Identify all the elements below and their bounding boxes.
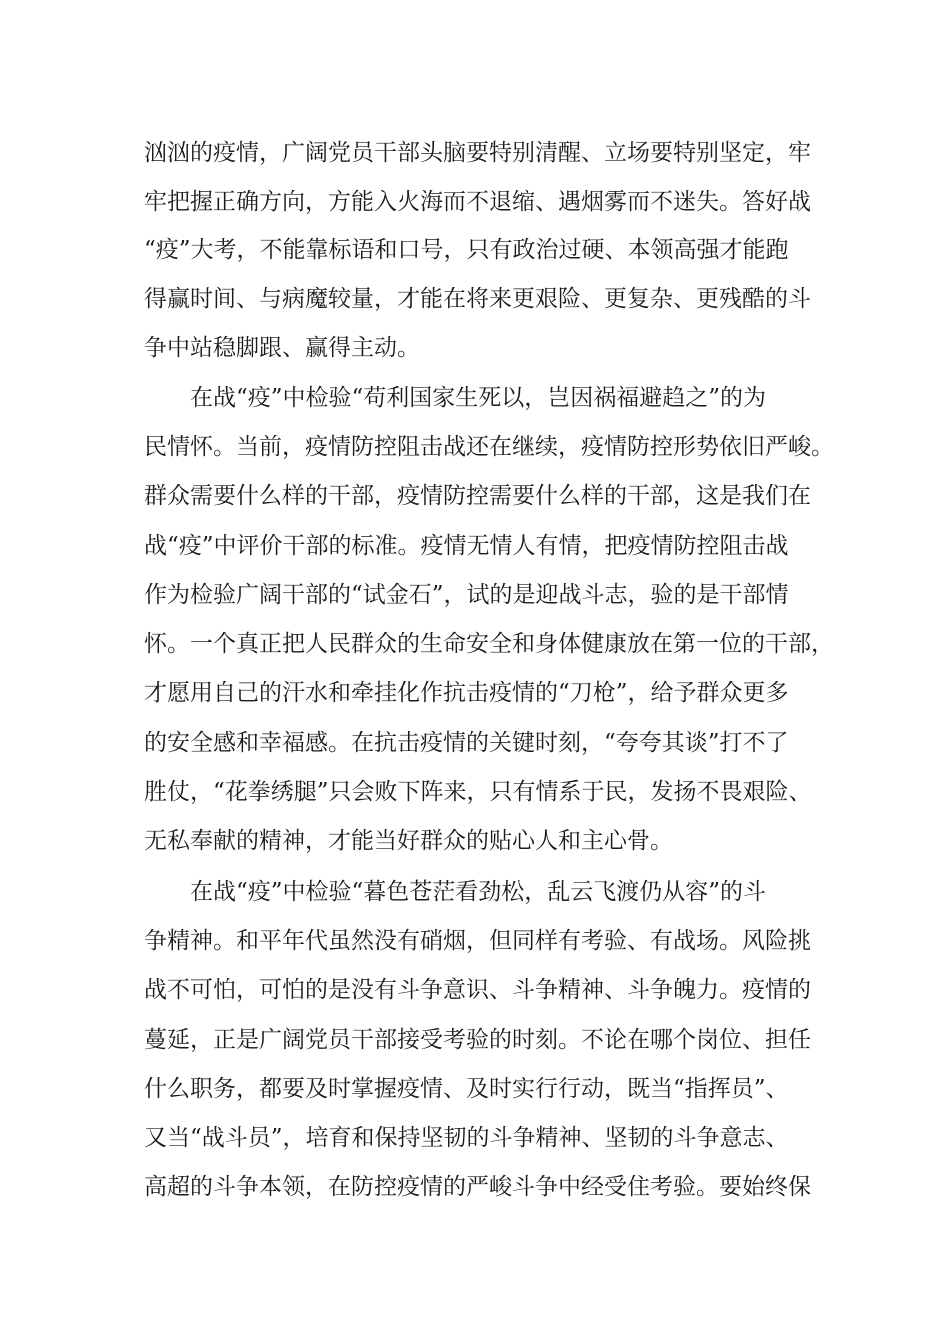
text-line-content: 什么职务，都要及时掌握疫情、及时实行行动，既当“指挥员”、 [144, 1076, 789, 1102]
text-line [0, 870, 950, 914]
text-line-content: 的安全感和幸福感。在抗击疫情的关键时刻，“夸夸其谈”打不了 [144, 730, 789, 756]
text-line [0, 1067, 950, 1111]
text-line [0, 968, 950, 1012]
text-line [0, 474, 950, 518]
text-line-content: “疫”大考，不能靠标语和口号，只有政治过硬、本领高强才能跑 [144, 237, 789, 263]
text-line-content: 争中站稳脚跟、赢得主动。 [144, 335, 420, 361]
text-line-content: 又当“战斗员”，培育和保持坚韧的斗争精神、坚韧的斗争意志、 [144, 1125, 789, 1151]
text-line [0, 721, 950, 765]
text-line [0, 376, 950, 420]
text-line [0, 573, 950, 617]
text-line [0, 524, 950, 568]
text-line [0, 425, 950, 469]
text-line-content: 作为检验广阔干部的“试金石”，试的是迎战斗志，验的是干部情 [144, 582, 789, 608]
text-line [0, 770, 950, 814]
text-line-content: 在战“疫”中检验“苟利国家生死以，岂因祸福避趋之”的为 [190, 385, 767, 411]
text-line-content: 牢把握正确方向，方能入火海而不退缩、遇烟雾而不迷失。答好战 [144, 189, 811, 215]
text-line [0, 919, 950, 963]
text-line [0, 622, 950, 666]
text-line-content: 才愿用自己的汗水和牵挂化作抗击疫情的“刀枪”，给予群众更多 [144, 680, 789, 706]
text-line-content: 争精神。和平年代虽然没有硝烟，但同样有考验、有战场。风险挑 [144, 928, 811, 954]
text-line [0, 1018, 950, 1062]
text-line-content: 高超的斗争本领，在防控疫情的严峻斗争中经受住考验。要始终保 [144, 1174, 811, 1200]
text-line-content: 怀。一个真正把人民群众的生命安全和身体健康放在第一位的干部， [144, 631, 834, 657]
text-line [0, 228, 950, 272]
text-line-content: 胜仗，“花拳绣腿”只会败下阵来，只有情系于民，发扬不畏艰险、 [144, 779, 812, 805]
text-line-content: 群众需要什么样的干部，疫情防控需要什么样的干部，这是我们在 [144, 483, 811, 509]
text-line-content: 民情怀。当前，疫情防控阻击战还在继续，疫情防控形势依旧严峻。 [144, 434, 834, 460]
text-line [0, 180, 950, 224]
text-line [0, 1116, 950, 1160]
text-line-content: 战不可怕，可怕的是没有斗争意识、斗争精神、斗争魄力。疫情的 [144, 977, 811, 1003]
text-line [0, 326, 950, 370]
text-line [0, 819, 950, 863]
text-line-content: 在战“疫”中检验“暮色苍茫看劲松，乱云飞渡仍从容”的斗 [190, 879, 767, 905]
text-line [0, 131, 950, 175]
text-line-content: 无私奉献的精神，才能当好群众的贴心人和主心骨。 [144, 828, 673, 854]
text-line [0, 277, 950, 321]
text-line-content: 汹汹的疫情，广阔党员干部头脑要特别清醒、立场要特别坚定，牢 [144, 140, 811, 166]
text-line [0, 1165, 950, 1209]
text-line-content: 得赢时间、与病魔较量，才能在将来更艰险、更复杂、更残酷的斗 [144, 286, 811, 312]
text-line-content: 战“疫”中评价干部的标准。疫情无情人有情，把疫情防控阻击战 [144, 533, 789, 559]
text-line [0, 671, 950, 715]
text-line-content: 蔓延，正是广阔党员干部接受考验的时刻。不论在哪个岗位、担任 [144, 1027, 811, 1053]
